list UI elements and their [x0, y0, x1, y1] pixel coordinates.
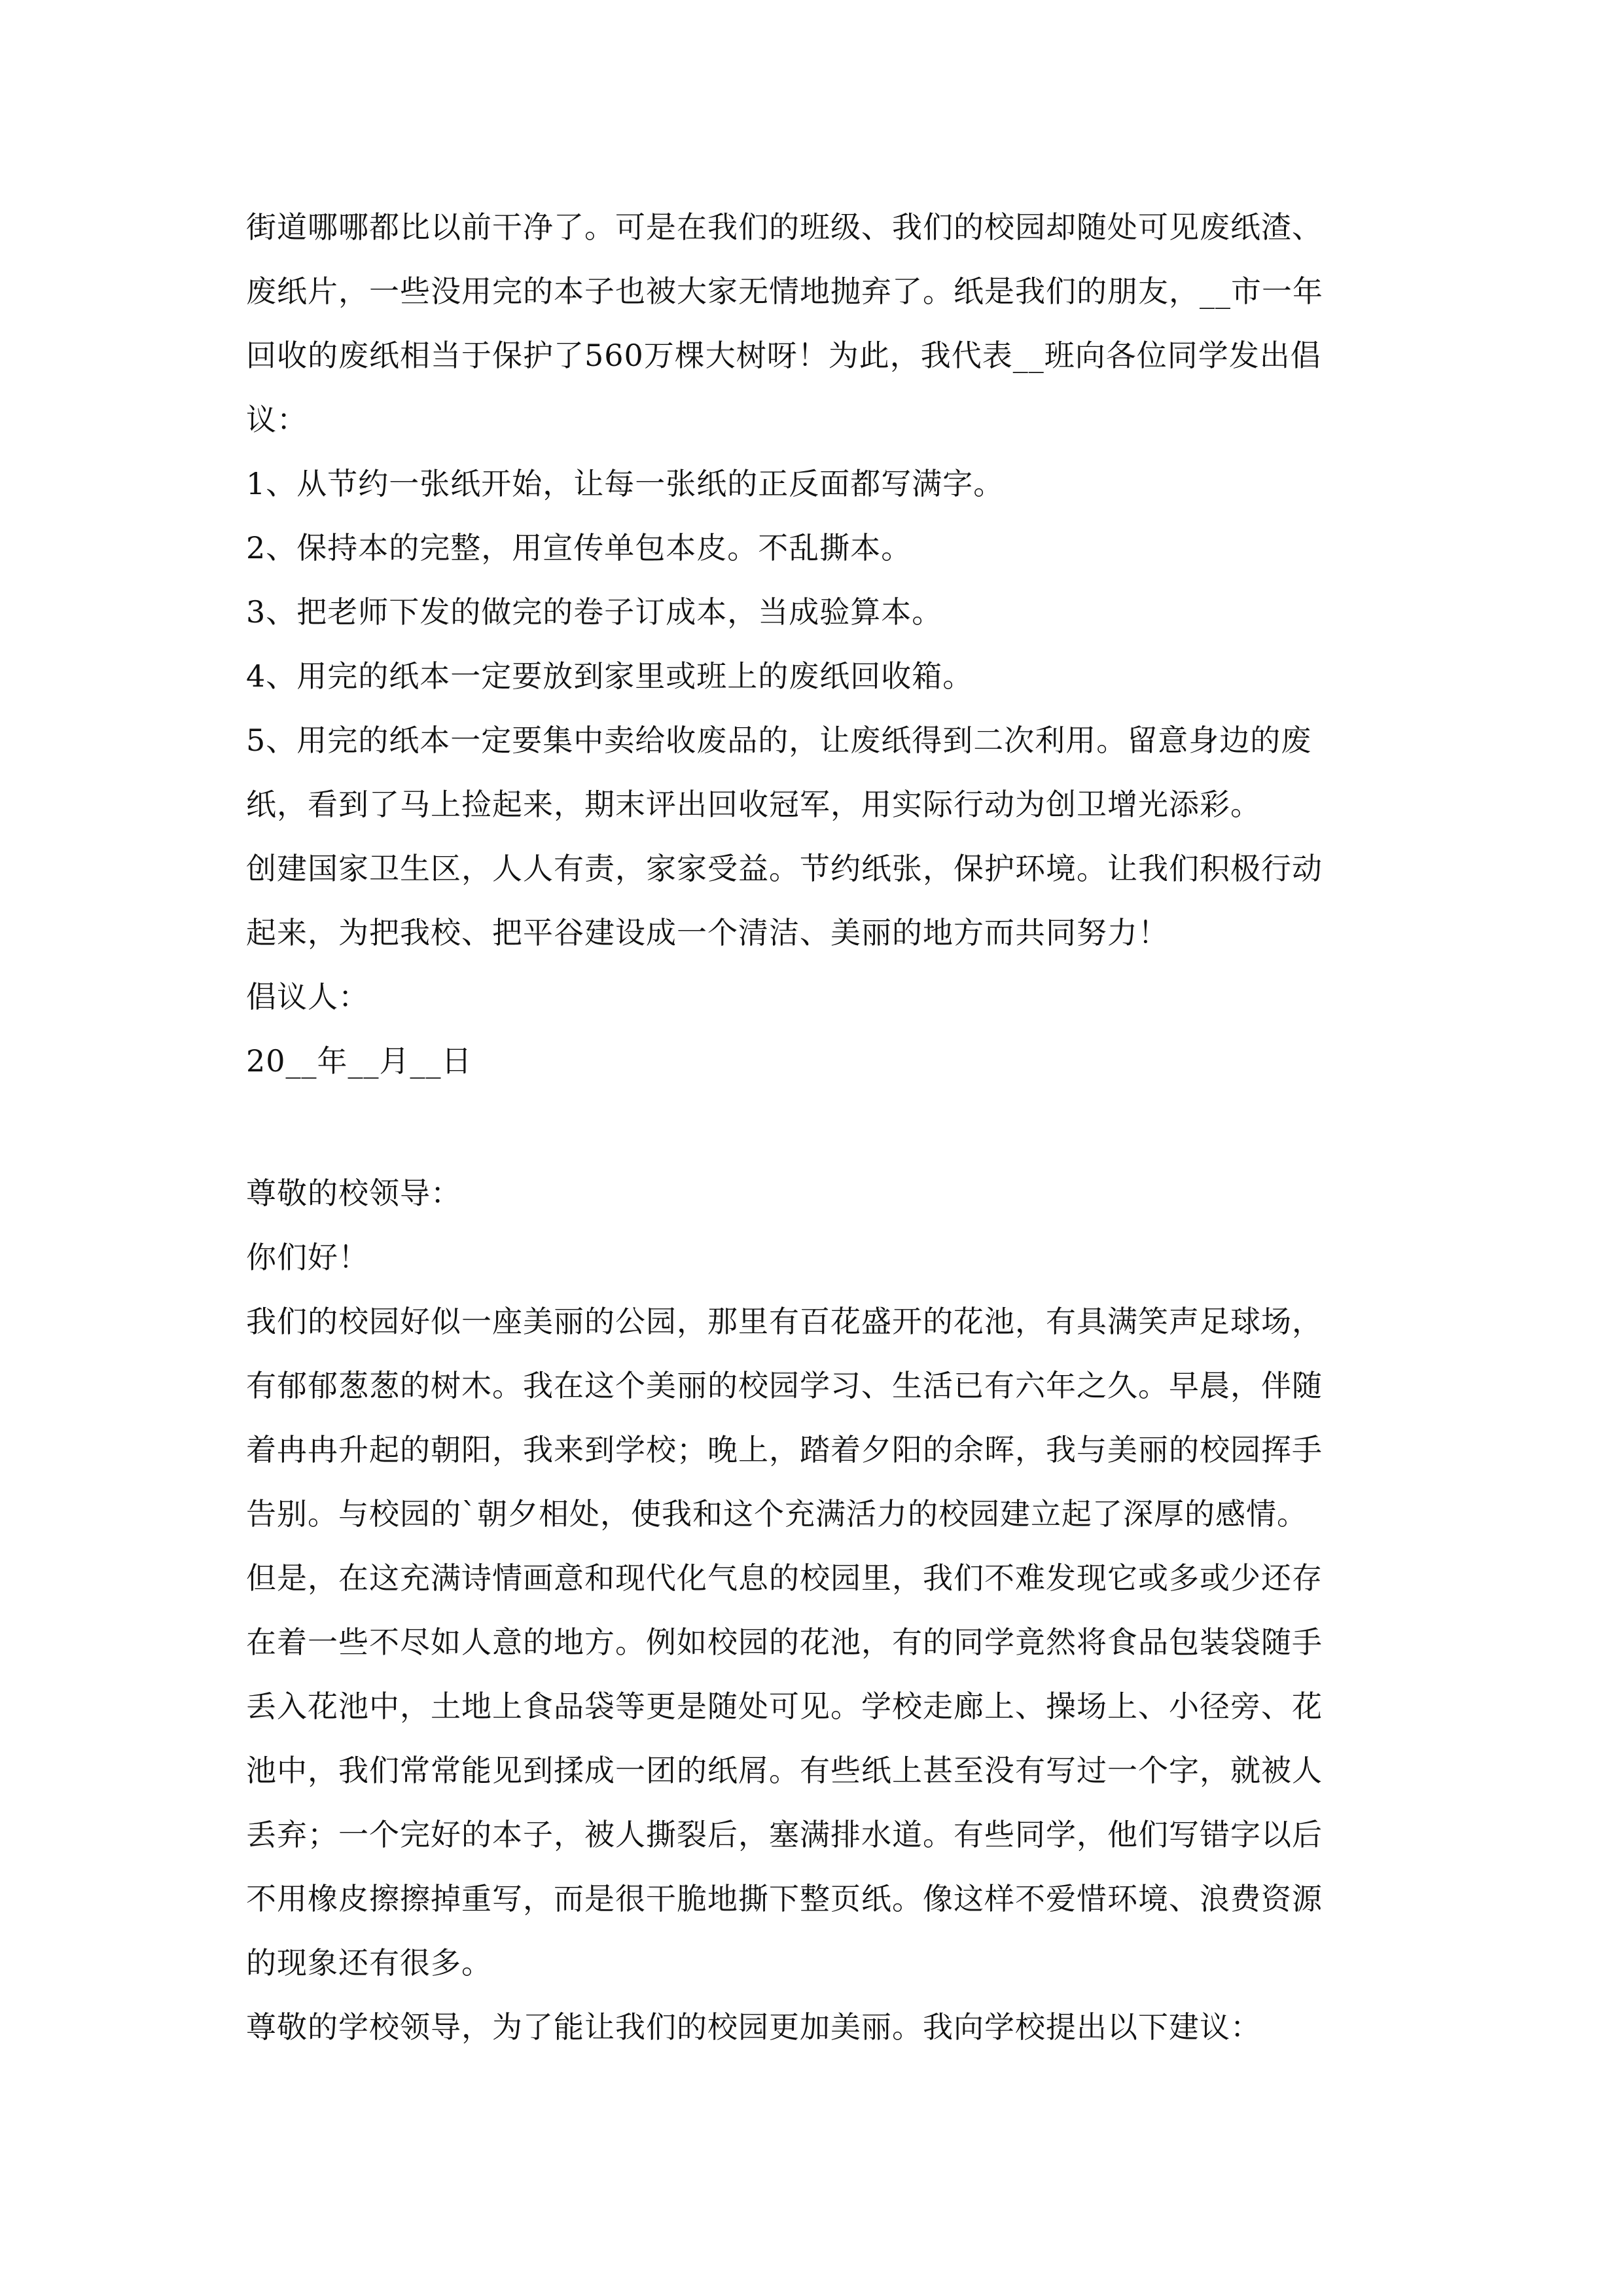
paragraph-line: 起来，为把我校、把平谷建设成一个清洁、美丽的地方而共同努力！ [246, 915, 1169, 950]
list-item-5: 5、用完的纸本一定要集中卖给收废品的，让废纸得到二次利用。留意身边的废 [246, 723, 1312, 758]
paragraph-line: 着冉冉升起的朝阳，我来到学校；晚上，踏着夕阳的余晖，我与美丽的校园挥手 [246, 1432, 1323, 1467]
paragraph-line: 不用橡皮擦擦掉重写，而是很干脆地撕下整页纸。像这样不爱惜环境、浪费资源 [246, 1881, 1323, 1916]
paragraph-line: 但是，在这充满诗情画意和现代化气息的校园里，我们不难发现它或多或少还存 [246, 1560, 1323, 1596]
paragraph-line: 纸，看到了马上捡起来，期末评出回收冠军，用实际行动为创卫增光添彩。 [246, 787, 1261, 822]
signature-label: 倡议人： [246, 979, 369, 1014]
paragraph-line: 我们的校园好似一座美丽的公园，那里有百花盛开的花池，有具满笑声足球场， [246, 1304, 1323, 1339]
letter-greeting: 你们好！ [246, 1240, 369, 1275]
paragraph-line: 在着一些不尽如人意的地方。例如校园的花池，有的同学竟然将食品包装袋随手 [246, 1624, 1323, 1660]
letter-section [246, 1161, 1385, 2059]
paragraph-line: 丢入花池中，土地上食品袋等更是随处可见。学校走廊上、操场上、小径旁、花 [246, 1689, 1323, 1724]
paragraph-line: 丢弃；一个完好的本子，被人撕裂后，塞满排水道。有些同学，他们写错字以后 [246, 1817, 1323, 1852]
paragraph-line: 有郁郁葱葱的树木。我在这个美丽的校园学习、生活已有六年之久。早晨，伴随 [246, 1368, 1323, 1403]
date-line: 20__年__月__日 [246, 1043, 473, 1079]
proposal-section [246, 195, 1385, 1093]
list-item-1: 1、从节约一张纸开始，让每一张纸的正反面都写满字。 [246, 466, 1005, 501]
paragraph-line: 街道哪哪都比以前干净了。可是在我们的班级、我们的校园却随处可见废纸渣、 [246, 209, 1323, 245]
paragraph-line: 议： [246, 402, 308, 437]
paragraph-line: 回收的废纸相当于保护了560万棵大树呀！为此，我代表__班向各位同学发出倡 [246, 338, 1321, 373]
letter-salutation: 尊敬的校领导： [246, 1175, 461, 1211]
list-item-3: 3、把老师下发的做完的卷子订成本，当成验算本。 [246, 594, 943, 630]
paragraph-line: 池中，我们常常能见到揉成一团的纸屑。有些纸上甚至没有写过一个字，就被人 [246, 1753, 1323, 1788]
paragraph-line: 的现象还有很多。 [246, 1945, 492, 1981]
paragraph-line: 创建国家卫生区，人人有责，家家受益。节约纸张，保护环境。让我们积极行动 [246, 851, 1323, 886]
list-item-2: 2、保持本的完整，用宣传单包本皮。不乱撕本。 [246, 530, 912, 565]
paragraph-line: 告别。与校园的`朝夕相处，使我和这个充满活力的校园建立起了深厚的感情。 [246, 1496, 1308, 1532]
paragraph-line: 废纸片，一些没用完的本子也被大家无情地抛弃了。纸是我们的朋友，__市一年 [246, 274, 1323, 309]
paragraph-line: 尊敬的学校领导，为了能让我们的校园更加美丽。我向学校提出以下建议： [246, 2009, 1261, 2045]
list-item-4: 4、用完的纸本一定要放到家里或班上的废纸回收箱。 [246, 658, 974, 694]
